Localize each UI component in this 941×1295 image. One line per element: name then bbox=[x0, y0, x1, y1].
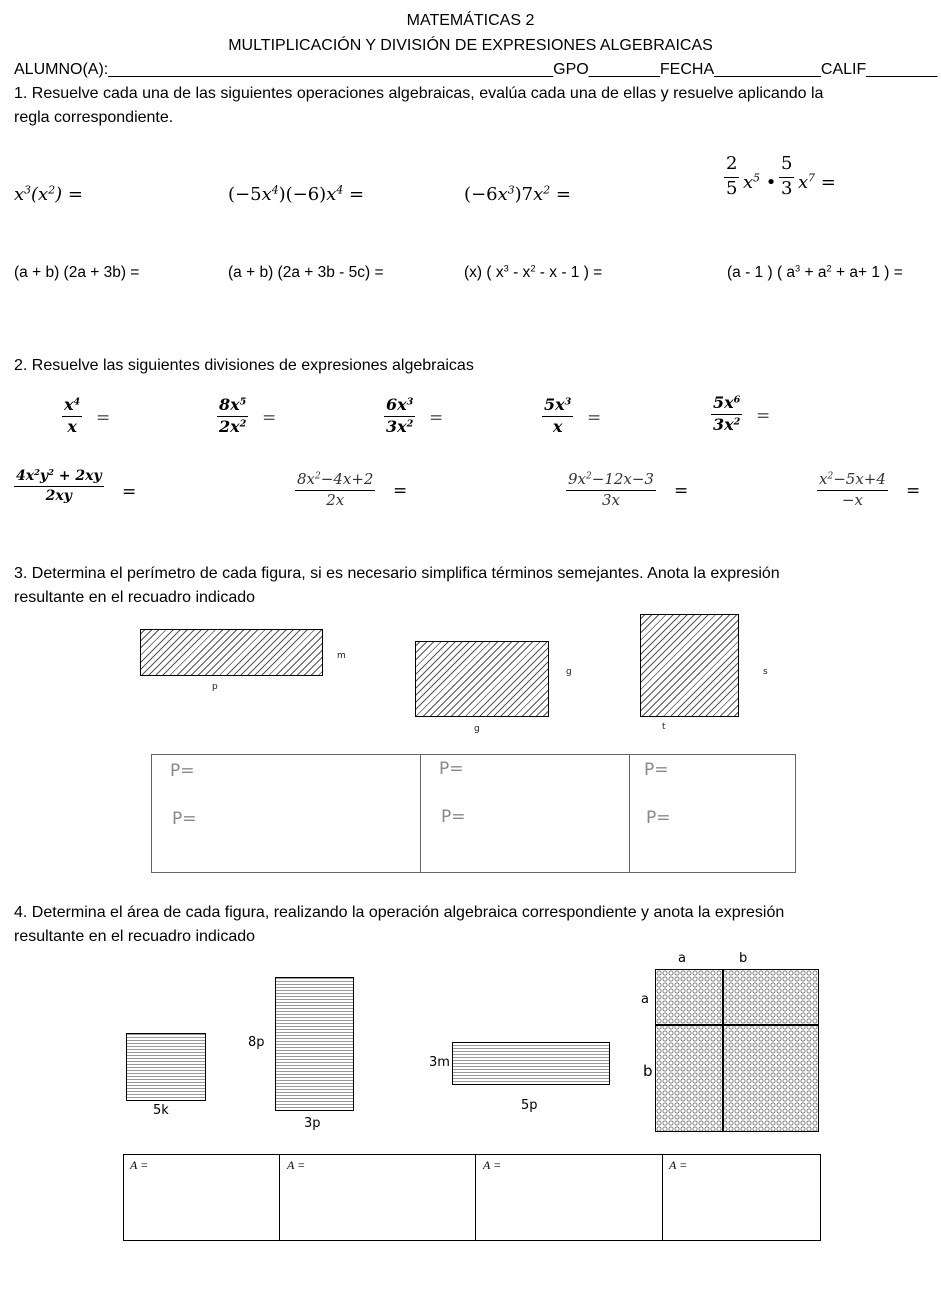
square-figure-g bbox=[415, 641, 549, 717]
exercise-1d-x7: $x^7$ = bbox=[798, 171, 836, 193]
label-a-top: a bbox=[678, 951, 686, 966]
label-m: m bbox=[337, 651, 346, 661]
student-info-line: ALUMNO(A):__________________________________________________GPO________FECHA____________CALIF________ bbox=[14, 61, 938, 78]
exercise-1d-frac-a: $\frac{2}{5}$ bbox=[726, 153, 738, 199]
exercise-1h: (a - 1 ) ( $a^3 + a^2 + a+ 1$ ) = bbox=[727, 263, 903, 281]
perimeter-label: P= bbox=[644, 760, 669, 780]
square-figure-5k bbox=[126, 1033, 206, 1101]
area-label: A = bbox=[669, 1158, 688, 1172]
division-6: $\frac{4x^2y^2 + 2xy}{2xy}$ bbox=[16, 466, 102, 505]
section3-instruction-cont: resultante en el recuadro indicado bbox=[14, 589, 256, 606]
division-6-eq: = bbox=[122, 482, 137, 502]
division-9: $\frac{x^2-5x+4}{-x}$ bbox=[819, 470, 886, 510]
section4-instruction-cont: resultante en el recuadro indicado bbox=[14, 928, 256, 945]
division-5: $\frac{5x^6}{3x^2}$ bbox=[713, 393, 741, 435]
subject-title: MATEMÁTICAS 2 bbox=[406, 12, 535, 29]
division-1-eq: = bbox=[96, 408, 111, 428]
division-5-eq: = bbox=[756, 406, 771, 426]
topic-title: MULTIPLICACIÓN Y DIVISIÓN DE EXPRESIONES ALGEBRAICAS bbox=[228, 37, 713, 54]
perimeter-label: P= bbox=[646, 808, 671, 828]
exercise-1f: (a + b) (2a + 3b - 5c) = bbox=[228, 264, 384, 281]
perimeter-cell-2[interactable] bbox=[421, 755, 630, 873]
area-label: A = bbox=[130, 1158, 149, 1172]
label-b-top: b bbox=[739, 951, 748, 966]
perimeter-label: P= bbox=[170, 761, 195, 781]
section3-instruction: 3. Determina el perímetro de cada figura, si es necesario simplifica términos semejantes. Anota la expresión bbox=[14, 565, 780, 582]
section2-instruction: 2. Resuelve las siguientes divisiones de expresiones algebraicas bbox=[14, 357, 474, 374]
perimeter-label: P= bbox=[172, 809, 197, 829]
exercise-1e: (a + b) (2a + 3b) = bbox=[14, 264, 140, 281]
label-g-bottom: g bbox=[474, 724, 480, 734]
area-cell-3[interactable] bbox=[476, 1155, 663, 1241]
label-3m: 3m bbox=[429, 1055, 450, 1070]
exercise-1b: $(-5x^4)(-6)x^4$ = bbox=[228, 183, 365, 205]
rectangle-figure bbox=[140, 629, 323, 676]
vertical-divider bbox=[722, 970, 724, 1131]
exercise-1g: (x) ( $x^3 - x^2$ - x - 1 ) = bbox=[464, 263, 603, 281]
division-3: $\frac{6x^3}{3x^2}$ bbox=[386, 395, 414, 437]
division-4: $\frac{5x^3}{x}$ bbox=[544, 395, 572, 437]
exercise-1d-x5: $x^5$ • bbox=[743, 171, 777, 193]
perimeter-cell-3[interactable] bbox=[630, 755, 796, 873]
division-2-eq: = bbox=[262, 408, 277, 428]
horizontal-divider bbox=[656, 1024, 818, 1026]
rectangle-figure-st bbox=[640, 614, 739, 717]
area-cell-1[interactable] bbox=[124, 1155, 280, 1241]
division-3-eq: = bbox=[429, 408, 444, 428]
division-9-eq: = bbox=[906, 481, 921, 501]
area-answer-table bbox=[123, 1154, 821, 1241]
division-4-eq: = bbox=[587, 408, 602, 428]
section1-instruction: 1. Resuelve cada una de las siguientes operaciones algebraicas, evalúa cada una de ellas y resuelve aplicando la bbox=[14, 85, 824, 102]
perimeter-label: P= bbox=[441, 807, 466, 827]
exercise-1a: $x^3(x^2)$ = bbox=[14, 183, 83, 205]
exercise-1c: $(-6x^3)7x^2$ = bbox=[464, 183, 571, 205]
division-2: $\frac{8x^5}{2x^2}$ bbox=[219, 395, 247, 437]
division-7: $\frac{8x^2-4x+2}{2x}$ bbox=[297, 470, 374, 510]
label-b-side: b bbox=[643, 1062, 653, 1080]
label-p: p bbox=[212, 682, 218, 692]
area-cell-2[interactable] bbox=[280, 1155, 476, 1241]
label-5k: 5k bbox=[153, 1103, 169, 1118]
perimeter-cell-1[interactable] bbox=[152, 755, 421, 873]
rectangle-figure-8p3p bbox=[275, 977, 354, 1111]
rectangle-figure-3m5p bbox=[452, 1042, 610, 1085]
area-cell-4[interactable] bbox=[663, 1155, 821, 1241]
area-label: A = bbox=[287, 1158, 306, 1172]
label-s: s bbox=[763, 667, 768, 677]
label-5p: 5p bbox=[521, 1098, 538, 1113]
division-8: $\frac{9x^2-12x-3}{3x}$ bbox=[568, 470, 654, 510]
section1-instruction-cont: regla correspondiente. bbox=[14, 109, 174, 126]
perimeter-label: P= bbox=[439, 759, 464, 779]
division-1: $\frac{x^4}{x}$ bbox=[64, 395, 81, 437]
label-3p: 3p bbox=[304, 1116, 321, 1131]
label-t: t bbox=[662, 722, 666, 732]
exercise-1d-frac-b: $\frac{5}{3}$ bbox=[781, 153, 793, 199]
label-8p: 8p bbox=[248, 1035, 265, 1050]
label-g-side: g bbox=[566, 667, 572, 677]
section4-instruction: 4. Determina el área de cada figura, realizando la operación algebraica correspondiente y anota la expresión bbox=[14, 904, 785, 921]
label-a-side: a bbox=[641, 992, 649, 1007]
division-8-eq: = bbox=[674, 481, 689, 501]
division-7-eq: = bbox=[393, 481, 408, 501]
square-figure-ab bbox=[655, 969, 819, 1132]
perimeter-answer-table bbox=[151, 754, 796, 873]
area-label: A = bbox=[483, 1158, 502, 1172]
